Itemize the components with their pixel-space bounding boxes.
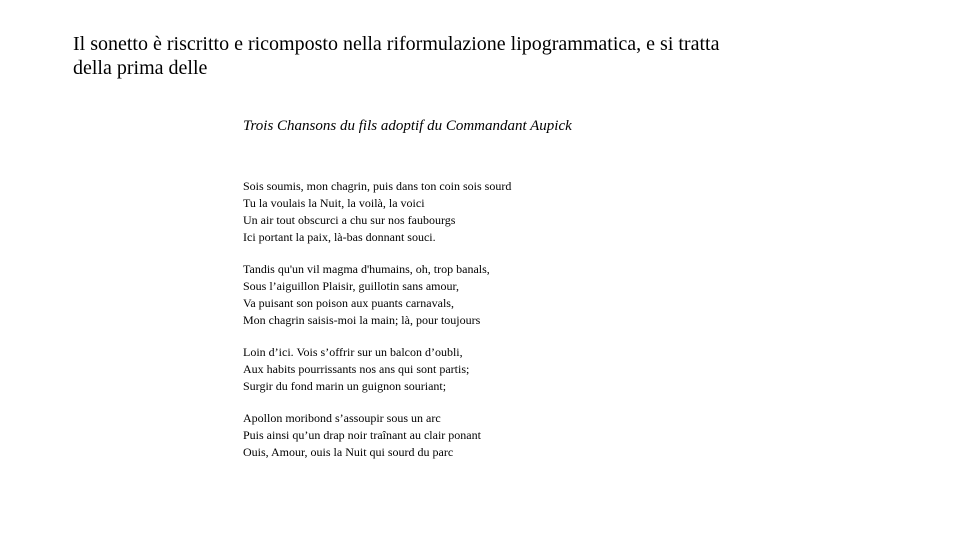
poem-line: Sois soumis, mon chagrin, puis dans ton coin sois sourd — [243, 179, 512, 193]
poem-line: Loin d’ici. Vois s’offrir sur un balcon d’oubli, — [243, 345, 463, 359]
poem-line: Aux habits pourrissants nos ans qui sont partis; — [243, 362, 470, 376]
poem-line: Mon chagrin saisis-moi la main; là, pour toujours — [243, 313, 481, 327]
poem — [243, 116, 763, 461]
stanza — [243, 178, 763, 246]
stanza — [243, 344, 763, 395]
poem-line: Apollon moribond s’assoupir sous un arc — [243, 411, 441, 425]
poem-line: Va puisant son poison aux puants carnavals, — [243, 296, 454, 310]
intro-paragraph — [73, 32, 913, 80]
poem-line: Tu la voulais la Nuit, la voilà, la voici — [243, 196, 425, 210]
poem-line: Tandis qu'un vil magma d'humains, oh, trop banals, — [243, 262, 490, 276]
stanza — [243, 410, 763, 461]
poem-line: Un air tout obscurci a chu sur nos faubourgs — [243, 213, 456, 227]
poem-line: Sous l’aiguillon Plaisir, guillotin sans amour, — [243, 279, 460, 293]
poem-title: Trois Chansons du fils adoptif du Commandant Aupick — [243, 118, 572, 134]
intro-line: della prima delle — [73, 57, 208, 79]
poem-line: Surgir du fond marin un guignon souriant; — [243, 379, 447, 393]
poem-line: Ici portant la paix, là-bas donnant souci. — [243, 230, 436, 244]
intro-line: Il sonetto è riscritto e ricomposto nella riformulazione lipogrammatica, e si tratta — [73, 33, 720, 55]
poem-line: Puis ainsi qu’un drap noir traînant au clair ponant — [243, 428, 481, 442]
poem-line: Ouis, Amour, ouis la Nuit qui sourd du parc — [243, 445, 454, 459]
stanza — [243, 261, 763, 329]
